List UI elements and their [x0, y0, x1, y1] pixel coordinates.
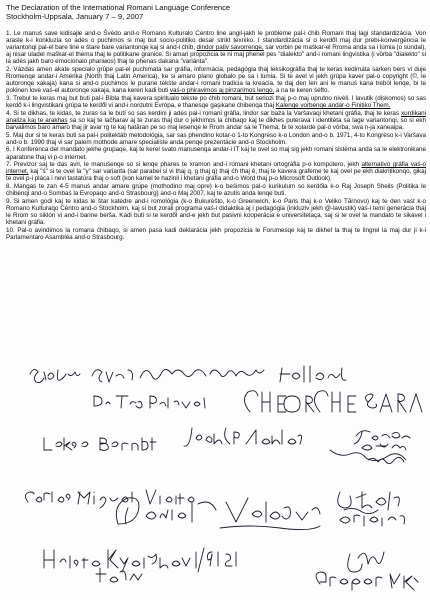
signature-vieito	[25, 490, 194, 508]
paragraph-5-text: 5. Maj dur si te keras buti sa pal-i politektáb metodológia, sar sas phendino kotar-o 1-to Kongrėso k-o London and-o b. 1971, 4-to Kongrėso k-i Varšava and-o b. 1990 thaj vi sar palem mothode amare specialiste anda penqe prezentácie and-o Stockholm.	[6, 131, 426, 146]
paragraph-2-text: 2. Vázdas amen akate specialo grûpe pal-el puchimata sar gráfia, informácia, pedagógia thaj leksikográfia thaj te keras kedimáta sarken bers vi duje Rromenqe andar-i Amérika (North thaj Latin America), ke si amaro plano globalo pe sa i lúmia. Si te avel vi jekh grûpa kaver pal-o copyright (©, le autoronqe xakaja) kana si and-o puchimos le purane tėkste andar-i romani tradicia la kreacia, te daj den len ani le manuś kana treból lenqe, bi te pokinen love vaś-el autoronqe xakaja, kana keren kadi buti	[6, 66, 426, 95]
paragraph-9-text: 9. Si amen godi kaj te kidas le štar katėdre and-i romológia (k-o Bukurėšto, k-o Greenwich, k-o Paris thaj k-o Veliko Tărnovo) kaj te den vast k-o Romano Kulturaqo Cėntro and-o Stockholm, kaj si but zorali programa vaś-i didaktika aj i pedagógia (inkluziv jekh @-lavustik) vaś-i temi generácia thaj le Rrom so siklón vi and-i barine berša. Kadi buti si te kerdől and-e jekh but pasivni kooperácia e universitetaça, saj si te ovel la mandato te sikavel i khetani gráfia.	[6, 197, 426, 227]
header	[6, 3, 424, 21]
paragraph-2-text-end: a na te keren śėfto.	[274, 87, 330, 95]
paragraph-4-underline: xurdikani analiza kaj te arakhas	[6, 109, 426, 124]
signatures-area	[0, 352, 430, 600]
paragraph-10	[6, 227, 426, 241]
paragraph-1-text: 1. Le manuś save kidisajle and-o Śvėdo and-o Romano Kulturalo Cėntro line angil-jakh le problėme pal-i ćhib Romani thaj lagi standardizácia. Von arasle k-i konkluzia so adės o puchimos si maj but socio-politiko desar strikt texniko. I standardizácia si o kerdől maj dur prebi-konvergėncia le variantonqi pal-el bare line e štare bare variantonqe kaj si and-i ćhib,	[6, 30, 426, 52]
paragraph-2-underline: vaś-o phiravimos aj pinzarimos lenqo,	[169, 87, 275, 95]
paragraph-3-text: 3. Trebul te keras maj but buti pal-i Bibla thaj kavera spiritualo tėkste po ćhib romani, but seriozi thaj p-o maj uprutno nivėli. I lavutik (diskomos) so sas kerdő k-i lingvistikani grúpa te kerdől vi and-i nordutni Evrópa, e thanesqe gaşikane ćhibenqa thaj	[6, 95, 426, 110]
declaration-body	[6, 30, 426, 242]
paragraph-4	[6, 110, 426, 131]
paragraph-7	[6, 161, 426, 182]
signature-galfus	[30, 366, 346, 383]
paragraph-8	[6, 183, 426, 197]
handwritten-signatures	[0, 352, 430, 600]
signature-daniel	[116, 498, 216, 524]
paragraph-1-text-end: sar vorbin pe maškar-el Rroma anda sa i lúmia (o sundal), aj nisar uladel maškar-el thema thaj le politikane granice. Si amari propozicia te ni maj phenel pes "dialekto" and-i romani lingvistika (i vörba "dialekto" si la adės jakh baro emocionalo phariмos) thaj te phenas dakana "variánta".	[6, 44, 427, 66]
paragraph-1-underline: dindor pativ savorrenqe,	[196, 44, 264, 52]
signature-sarau	[244, 391, 422, 412]
signature-jander	[330, 431, 410, 464]
paragraph-6-text: 6. I Konferėnca del mandato jekhe grupaqe, kaj te kerel svato manusenqa andar-i IT kaj te ovel so maj sig jekh romani sistėma anda sa le elektronikane aparatone thaj vi p-o internet.	[6, 146, 426, 161]
signature-kwiek	[316, 552, 418, 590]
document-title: The Declaration of the International Romani Language Conference	[6, 3, 231, 12]
paragraph-4-text: 4. Si te dikhas, te kidas, te zuras sa le butí so sas kerdini ji adės pal-i romani gráfia, lindor sar baza la Varšavaqi khetani gráfia, thaj te keras	[6, 109, 402, 117]
paragraph-7-underline: alternativo gráfia vaś-o internet,	[6, 161, 426, 176]
paragraph-10-text: 10. Pal-o avindimos la romana ćhibaqo, si amen pasa kadi deklarácia jekh propozicia le Forumesqe kaj te dikhel la thaj te lingrel la maj dur ji k-i Parlamentaro Asambléa and-o Strasbourg.	[6, 226, 426, 241]
paragraph-7-text-end: kaj "ś" si te ovel la "y" sar varianta (sar parabel si vi thaj q, g thaj q) thaj ćh thaj ě, thaj te kavera grafeme te kaj ovel pe ekh diakritikonqo, gikaj te ovel p-i pláca i nevi tastatúra thaj o soft (kon kamel te hazinil i khetani gráfia and-o Word thaj p-o Microsoft Outlook).	[6, 168, 426, 183]
paragraph-3	[6, 95, 426, 109]
paragraph-8-text: 8. Mangas te zan 4-5 manuś andar amare grúpe (mothodino maj opre) k-o beśimos pal-o kurikulum so kerdőla k-o Raj Joseph Sheils (Politika le ćhibėnqi and-o Sombaś la Evropaqo and-o Strasbourg) and-o Maj 2007, kaj te azutis anda lenqe buti.	[6, 183, 426, 198]
paragraph-2	[6, 66, 426, 94]
paragraph-4-text-end: sa so kaj te lačharav aj te zuras thaj dur o jekhimos la ćhibaqo kaj te dikhes puterava i identitėta sa lage variantonqi, so si ekh barvalimos baro amaro thaj jir avar rg te kaj hatăran pe so maj lesenqe le Rrom andar sa le Thema, bi te xolarde pal-ó vórba, swa n-ja xaneaipa.	[6, 116, 426, 131]
signature-petrovski	[94, 396, 205, 408]
paragraph-7-text: 7. Previzor saj te das avri, le manuśenqe so si lenqe phares te xramon and-i romani khetani ortográfia p-o kompútero, jekh	[6, 161, 362, 169]
paragraph-9	[6, 198, 426, 226]
paragraph-6	[6, 146, 426, 160]
signature-kyuchukov	[44, 548, 236, 582]
paragraph-3-underline: Kalenqe vorbenqe andar-o Finitiko Them.	[275, 102, 391, 110]
place-date: Stockholm-Uppsala, January 7 – 9, 2007	[6, 12, 144, 22]
signature-vaclav	[220, 498, 320, 530]
paragraph-5	[6, 132, 426, 146]
signature-liegeois	[184, 428, 302, 446]
signature-berndt	[44, 438, 156, 451]
signature-kwiek-initials	[338, 492, 405, 526]
paragraph-1	[6, 30, 426, 65]
